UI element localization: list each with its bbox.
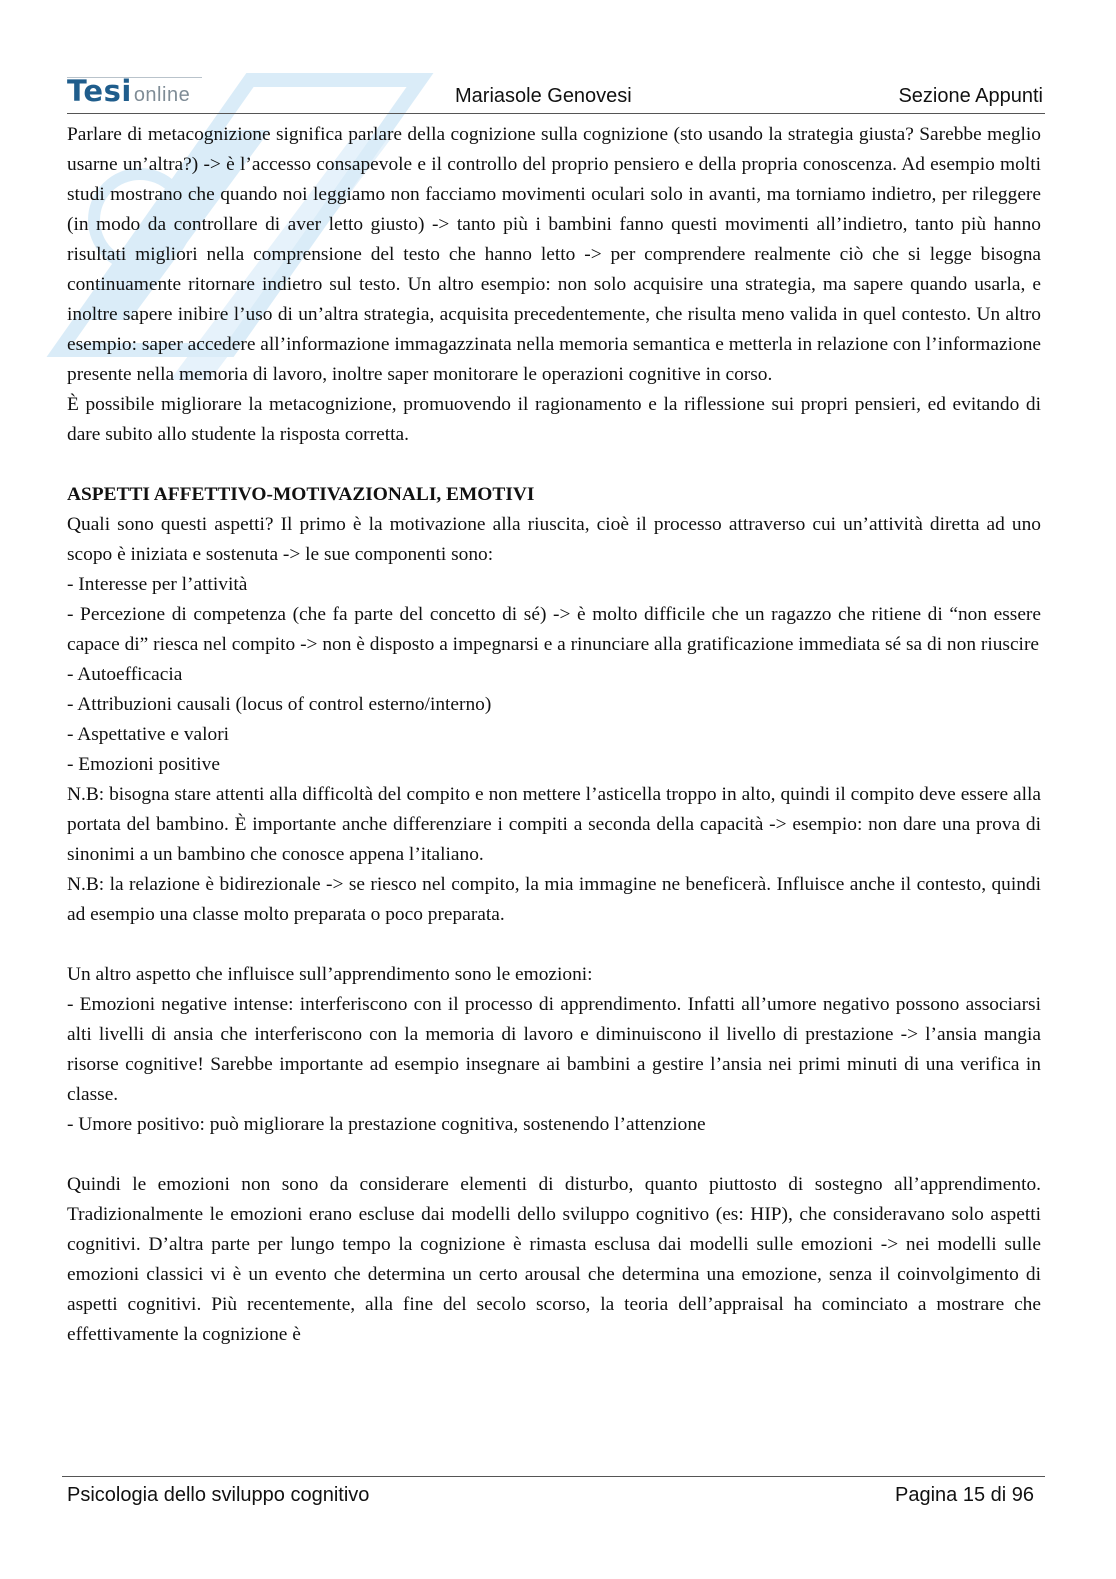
- header-section: Sezione Appunti: [898, 85, 1043, 107]
- header-divider: [67, 113, 1045, 114]
- note-difficulty: N.B: bisogna stare attenti alla difficoltà del compito e non mettere l’asticella troppo in alto, quindi il compito deve essere alla portata del bambino. È importante anche differenziare i compiti a seconda della capacità -> esempio: non dare una prova di sinonimi a un bambino che conosce appena l’italiano.: [67, 784, 1041, 865]
- list-item: - Attribuzioni causali (locus of control esterno/interno): [67, 694, 492, 715]
- paragraph-metacognition: Parlare di metacognizione significa parlare della cognizione sulla cognizione (sto usando la strategia giusta? Sarebbe meglio usarne un’altra?) -> è l’accesso consapevole e il controllo del proprio pensiero e della propria conoscenza. Ad esempio molti studi mostrano che quando noi leggiamo non facciamo movimenti oculari solo in avanti, ma torniamo indietro, per rileggere (in modo da controllare di aver letto giusto) -> tanto più i bambini fanno questi movimenti all’indietro, tanto più hanno risultati migliori nella comprensione del testo che hanno letto -> per comprendere realmente ciò che si legge bisogna continuamente ritornare indietro sul testo. Un altro esempio: non solo acquisire una strategia, ma sapere quando usarla, e inoltre sapere inibire l’uso di un’altra strategia, acquisita precedentemente, che risulta meno valida in quel contesto. Un altro esempio: saper accedere all’informazione immagazzinata nella memoria semantica e metterla in relazione con l’informazione presente nella memoria di lavoro, inoltre saper monitorare le operazioni cognitive in corso.: [67, 124, 1041, 385]
- list-item: - Autoefficacia: [67, 664, 183, 685]
- list-item: - Emozioni negative intense: interferiscono con il processo di apprendimento. Infatti all’umore negativo possono associarsi alti livelli di ansia che interferiscono con la memoria di lavoro e diminuiscono il livello di prestazione -> l’ansia mangia risorse cognitive! Sarebbe importante ad esempio insegnare ai bambini a gestire l’ansia nei primi minuti di una verifica in classe.: [67, 994, 1041, 1105]
- section-heading: ASPETTI AFFETTIVO-MOTIVAZIONALI, EMOTIVI: [67, 484, 535, 505]
- logo-main-text: Tesi: [67, 74, 132, 108]
- spacer: [67, 1140, 1041, 1170]
- page-header: [67, 70, 1045, 112]
- paragraph-improve-metacognition: È possibile migliorare la metacognizione, promuovendo il ragionamento e la riflessione sui propri pensieri, ed evitando di dare subito allo studente la risposta corretta.: [67, 394, 1041, 445]
- document-body: [67, 120, 1041, 1350]
- paragraph-emotions-intro: Un altro aspetto che influisce sull’apprendimento sono le emozioni:: [67, 964, 593, 985]
- footer-page-number: Pagina 15 di 96: [894, 1484, 1034, 1506]
- logo-sub-text: online: [133, 84, 191, 106]
- tesionline-logo: [67, 74, 190, 110]
- note-bidirectional: N.B: la relazione è bidirezionale -> se riesco nel compito, la mia immagine ne beneficerà. Influisce anche il contesto, quindi ad esempio una classe molto preparata o poco preparata.: [67, 874, 1041, 925]
- spacer: [67, 930, 1041, 960]
- footer-course-title: Psicologia dello sviluppo cognitivo: [67, 1484, 370, 1506]
- paragraph-aspects: Quali sono questi aspetti? Il primo è la motivazione alla riuscita, cioè il processo attraverso cui un’attività diretta ad uno scopo è iniziata e sostenuta -> le sue componenti sono:: [67, 514, 1041, 565]
- list-item: - Emozioni positive: [67, 754, 220, 775]
- header-author: Mariasole Genovesi: [455, 85, 632, 107]
- list-item: - Aspettative e valori: [67, 724, 230, 745]
- list-item: - Percezione di competenza (che fa parte del concetto di sé) -> è molto difficile che un ragazzo che ritiene di “non essere capace di” riesca nel compito -> non è disposto a impegnarsi e a rinunciare alla gratificazione immediata sé sa di non riuscire: [67, 604, 1041, 655]
- spacer: [67, 450, 1041, 480]
- paragraph-emotions-support: Quindi le emozioni non sono da considerare elementi di disturbo, quanto piuttosto di sostegno all’apprendimento. Tradizionalmente le emozioni erano escluse dai modelli dello sviluppo cognitivo (es: HIP), che consideravano solo aspetti cognitivi. D’altra parte per lungo tempo la cognizione è rimasta esclusa dai modelli sulle emozioni -> nei modelli sulle emozioni classici vi è un evento che determina un certo arousal che determina una emozione, senza il coinvolgimento di aspetti cognitivi. Più recentemente, alla fine del secolo scorso, la teoria dell’appraisal ha cominciato a mostrare che effettivamente la cognizione è: [67, 1174, 1041, 1345]
- footer-divider: [62, 1476, 1045, 1477]
- list-item: - Interesse per l’attività: [67, 574, 248, 595]
- list-item: - Umore positivo: può migliorare la prestazione cognitiva, sostenendo l’attenzione: [67, 1114, 706, 1135]
